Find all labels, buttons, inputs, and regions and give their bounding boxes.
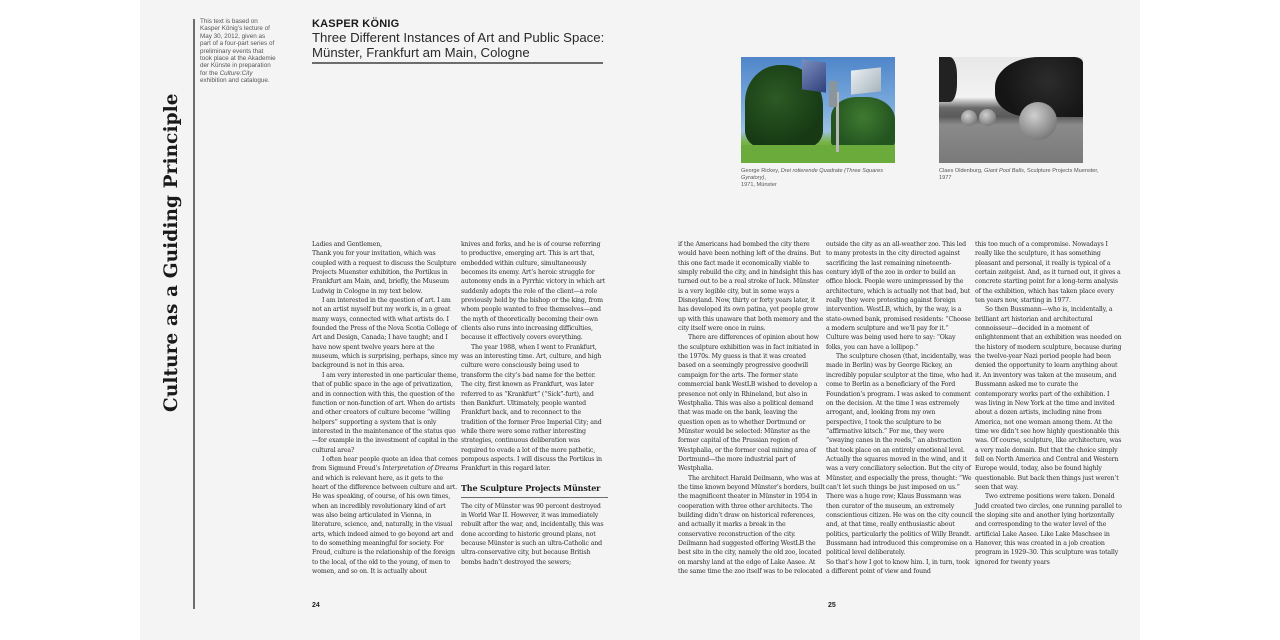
george-rickey-sculpture-photo [741, 57, 895, 163]
page-number-left: 24 [312, 602, 320, 609]
figure-caption-2: Claes Oldenburg, Giant Pool Balls, Sculpture Projects Muenster, 1977 [939, 168, 1099, 181]
paragraph: The architect Harald Deilmann, who was at the time known beyond Münster’s borders, built the magnificent theater in Münster in 1954 in cooperation with three other architects. The building didn’t draw on historical references, and actually it marks a break in the conservative reconstruction of the city. Deilmann had suggested offering WestLB the best site in the city, namely the old zoo, located on marshy land at the edge of Lake Aasee. At the same time the zoo itself was to be relocated [678, 474, 825, 576]
paragraph: Ladies and Gentlemen, [312, 241, 382, 248]
paragraph: this too much of a compromise. Nowadays I really like the sculpture, it has something pleasant and personal, it really is typical of a certain zeitgeist. And, as it turned out, it gives a concrete starting point for a long-term analysis of the exhibition, which has taken place every ten years now, starting in 1977. [975, 241, 1121, 305]
section-title: Culture as a Guiding Principle [161, 93, 182, 412]
text-column-2 [461, 240, 608, 567]
paragraph: I am interested in the question of art. I am not an artist myself but my work is, in a great many ways, connected with what artists do. I founded the Press of the Nova Scotia College of Art and Design, Canada; I have taught; and I have now spent twelve years here at the museum, which is surprising, perhaps, since my background is not in this area. [312, 297, 458, 370]
page-number-right: 25 [828, 602, 836, 609]
subheading: The Sculpture Projects Münster [461, 483, 608, 498]
paragraph: The year 1988, when I went to Frankfurt, was an interesting time. Art, culture, and high culture were consciously being used to transform the city’s bad name for the better. The city, first known as Frankfurt, was later referred to as “Krankfurt” (“Sick”-furt), and then Bankfurt. Ultimately, people wanted Frankfurt back, and to reconnect to the tradition of the former Free Imperial City; and while there were some rather interesting strategies, continuous deliberation was required to evade a lot of the more pathetic, pompous aspects. I will discuss the Portikus in Frankfurt in this regard later. [461, 343, 602, 473]
paragraph: The sculpture chosen (that, incidentally, was made in Berlin) was by George Rickey, an incredibly popular sculptor at the time, who had come to Berlin as a beneficiary of the Ford Foundation’s program. I was asked to comment on the decision. At the time I was extremely arrogant, and, looking from my own perspective, I took the sculpture to be “affirmative kitsch.” For me, they were “swaying canes in the reeds,” an abstraction that took place on an entirely emotional level. Actually the squares moved in the wind, and it was a very conciliatory selection. But the city of Münster, and especially the press, thought: “We can’t let such things be just imposed on us.” There was a huge row; Klaus Bussmann was then curator of the museum, an extremely conscientious citizen. He was on the city council and, at that time, really enthusiastic about politics, particularly the politics of Willy Brandt. Bussmann had introduced this compromise on a political level deliberately. [826, 353, 973, 557]
text-column-5 [975, 240, 1122, 567]
text-column-1 [312, 240, 459, 576]
title-divider [312, 62, 603, 64]
text-column-4 [826, 240, 973, 576]
claes-oldenburg-pool-balls-photo [939, 57, 1083, 163]
paragraph: Thank you for your invitation, which was coupled with a request to discuss the Sculpture Projects Muenster exhibition, the Portikus in Frankfurt am Main, and, briefly, the Museum Ludwig in Cologne in my text below. [312, 250, 457, 295]
author-name: KASPER KÖNIG [312, 18, 400, 30]
figure-caption-1: George Rickey, Drei rotierende Quadrate (Three Squares Gyratory), 1971, Münster [741, 168, 883, 188]
paragraph: I often hear people quote an idea that comes from Sigmund Freud’s Interpretation of Dreams and which is relevant here, as it gets to the heart of the difference between culture and art. He was speaking, of course, of his own times, when an incredibly revolutionary kind of art was also being articulated in Vienna, in literature, science, and, naturally, in the visual arts, which indeed aimed to go beyond art and to do something meaningful for society. For Freud, culture is the relationship of the foreign to the local, of the old to the young, of men to women, and so on. It is actually about [312, 455, 459, 576]
paragraph: So that’s how I got to know him. I, in turn, took a different point of view and found [826, 558, 970, 576]
paragraph: if the Americans had bombed the city there would have been nothing left of the drains. But this one fact made it economically viable to simply rebuild the city, and in hindsight this has turned out to be a real stroke of luck. Münster is a very legible city, but in some ways a Disneyland. Now, thirty or forty years later, it has developed its own patina, yet people grow up with this unaware that both memory and the city itself were once in ruins. [678, 241, 824, 333]
text-column-3 [678, 240, 825, 576]
paragraph: knives and forks, and he is of course referring to productive, emerging art. This is art that, embedded within culture, simultaneously becomes its enemy. Art’s heroic struggle for autonomy ends in a Pyrrhic victory in which art suddenly adopts the role of the client—a role previously held by the bishop or the king, from whom people wanted to free themselves—and the myth of theoretically becoming their own clients also runs into increasing difficulties, because it effectively covers everything. [461, 241, 606, 342]
paragraph: So then Bussmann—who is, incidentally, a brilliant art historian and architectural connoisseur—decided in a moment of enlightenment that an exhibition was needed on the history of modern sculpture, because during the twelve-year Nazi period people had been denied the opportunity to learn anything about it. An inventory was taken at the museum, and Bussmann asked me to curate the contemporary works part of the exhibition. I was living in New York at the time and invited about a dozen artists, including nine from America, not one woman among them. At the time we didn’t see how highly questionable this was. Of course, sculpture, like architecture, was a very male domain. But that the choice simply fell on North America and Central and Western Europe would, today, also be found highly questionable. But back then things just weren’t seen that way. [975, 306, 1122, 491]
paragraph: outside the city as an all-weather zoo. This led to many protests in the city directed against sacrificing the last remaining nineteenth-century idyll of the zoo in order to build an office block. People were unimpressed by the architecture, which is actually not that bad, but really they were protesting against foreign intervention. WestLB, which, by the way, is a state-owned bank, promised residents: “Choose a modern sculpture and we’ll pay for it.” Culture was being used here to say: “Okay folks, you can have a lollipop.” [826, 241, 971, 351]
paragraph: The city of Münster was 90 percent destroyed in World War II. However, it was immediately rebuilt after the war, and, incidentally, this was done according to historic ground plans, not because Münster is such an ultra-Catholic and ultra-conservative city, but because British bombs hadn’t destroyed the sewers; [461, 502, 604, 566]
sidenote: This text is based on Kasper König’s lecture of May 30, 2012, given as part of a four-part series of preliminary events that took place at the Akademie der Künste in preparation for the Culture:City exhibition and catalogue. [200, 18, 276, 85]
vertical-rule [193, 19, 195, 609]
article-title: Three Different Instances of Art and Public Space: Münster, Frankfurt am Main, Cologne [312, 30, 605, 60]
paragraph: I am very interested in one particular theme, that of public space in the age of privatization, and in connection with this, the question of the function or non-function of art. When do artists and other creators of culture become “willing helpers” supporting a system that is only interested in the maintenance of the status quo—for example in the investment of capital in the cultural area? [312, 371, 459, 454]
paragraph: Two extreme positions were taken. Donald Judd created two circles, one running parallel to the sloping site and another lying horizontally and corresponding to the water level of the artificial Lake Aasee. Like Lake Maschsee in Hanover, this was created in a job creation program in 1929–30. This sculpture was totally ignored for twenty years [975, 493, 1122, 566]
paragraph: There are differences of opinion about how the sculpture exhibition was in fact initiated in the 1970s. My guess is that it was created based on a seemingly progressive goodwill campaign for the arts. The former state commercial bank WestLB wished to develop a presence not only in Rhineland, but also in Westphalia. This was also a political demand that was made on the bank, leaving the question open as to whether Dortmund or Münster would be selected: Münster as the former capital of the Prussian region of Westphalia, or the former coal mining area of Dortmund—the more industrial part of Westphalia. [678, 334, 820, 473]
